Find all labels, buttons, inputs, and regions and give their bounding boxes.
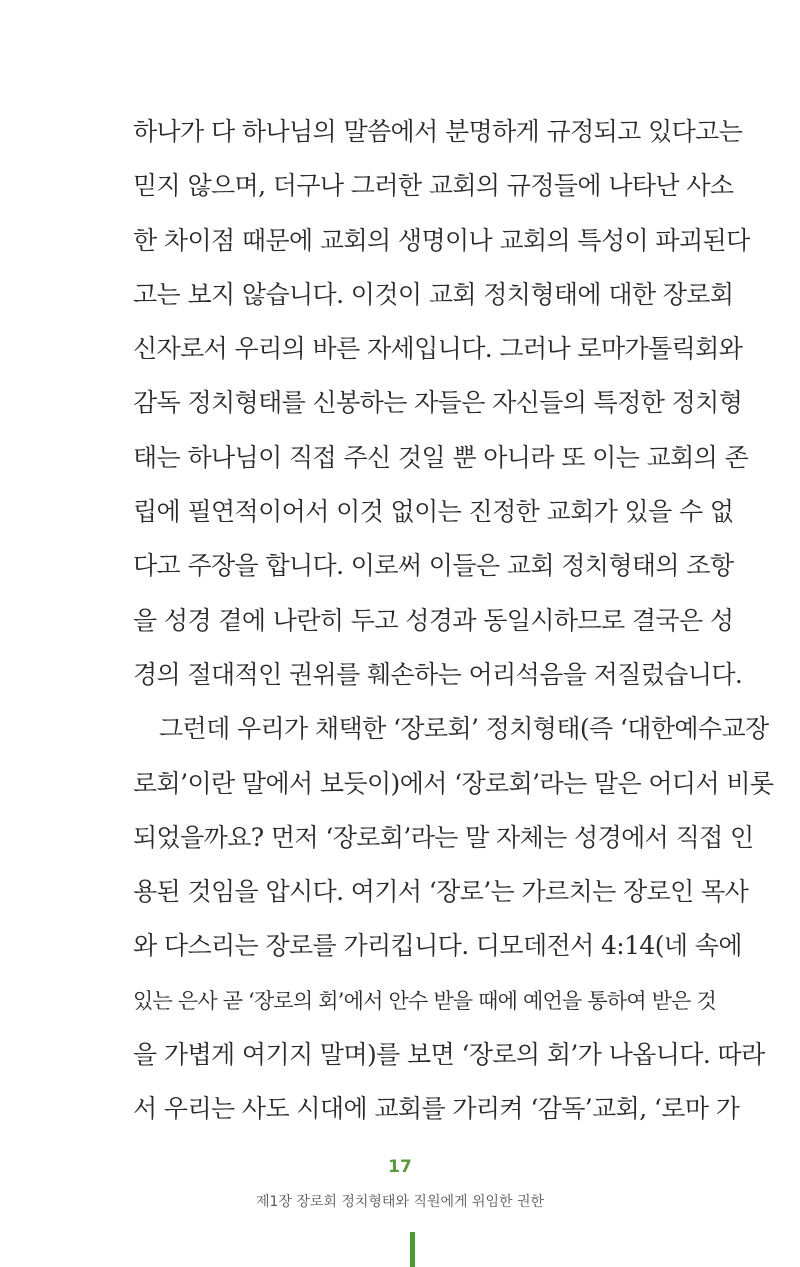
page-marker-bar xyxy=(410,1232,415,1267)
text-line: 하나가 다 하나님의 말씀에서 분명하게 규정되고 있다고는 xyxy=(133,117,743,146)
text-line: 서 우리는 사도 시대에 교회를 가리켜 ‘감독’교회, ‘로마 가 xyxy=(133,1094,740,1124)
text-line: 용된 것임을 압시다. 여기서 ‘장로’는 가르치는 장로인 목사 xyxy=(133,877,749,907)
text-line: 다고 주장을 합니다. 이로써 이들은 교회 정치형태의 조항 xyxy=(133,551,734,581)
text-line: 한 차이점 때문에 교회의 생명이나 교회의 특성이 파괴된다 xyxy=(133,225,750,255)
page-number: 17 xyxy=(388,1157,412,1177)
text-line: 감독 정치형태를 신봉하는 자들은 자신들의 특정한 정치형 xyxy=(133,388,743,418)
paragraph-start-line: 그런데 우리가 채택한 ‘장로회’ 정치형태(즉 ‘대한예수교장 xyxy=(159,714,769,744)
text-line: 와 다스리는 장로를 가리킵니다. 디모데전서 4:14(네 속에 xyxy=(133,931,742,961)
text-line: 립에 필연적이어서 이것 없이는 진정한 교회가 있을 수 없 xyxy=(133,497,734,527)
text-line: 로회’이란 말에서 보듯이)에서 ‘장로회’라는 말은 어디서 비롯 xyxy=(133,768,774,798)
text-line: 있는 은사 곧 ‘장로의 회’에서 안수 받을 때에 예언을 통하여 받은 것 xyxy=(133,988,717,1013)
text-line: 신자로서 우리의 바른 자세입니다. 그러나 로마가톨릭회와 xyxy=(133,334,743,364)
text-line: 경의 절대적인 권위를 훼손하는 어리석음을 저질렀습니다. xyxy=(133,659,743,689)
text-line: 믿지 않으며, 더구나 그러한 교회의 규정들에 나타난 사소 xyxy=(133,171,734,201)
body-text xyxy=(133,112,774,1144)
text-line: 을 성경 곁에 나란히 두고 성경과 동일시하므로 결국은 성 xyxy=(133,605,734,635)
chapter-title: 제1장 장로회 정치형태와 직원에게 위임한 권한 xyxy=(255,1194,545,1210)
text-line: 태는 하나님이 직접 주신 것일 뿐 아니라 또 이는 교회의 존 xyxy=(133,442,749,472)
text-line: 고는 보지 않습니다. 이것이 교회 정치형태에 대한 장로회 xyxy=(133,279,734,309)
text-line: 을 가볍게 여기지 말며)를 보면 ‘장로의 회’가 나옵니다. 따라 xyxy=(133,1040,765,1070)
text-line: 되었을까요? 먼저 ‘장로회’라는 말 자체는 성경에서 직접 인 xyxy=(133,822,754,852)
